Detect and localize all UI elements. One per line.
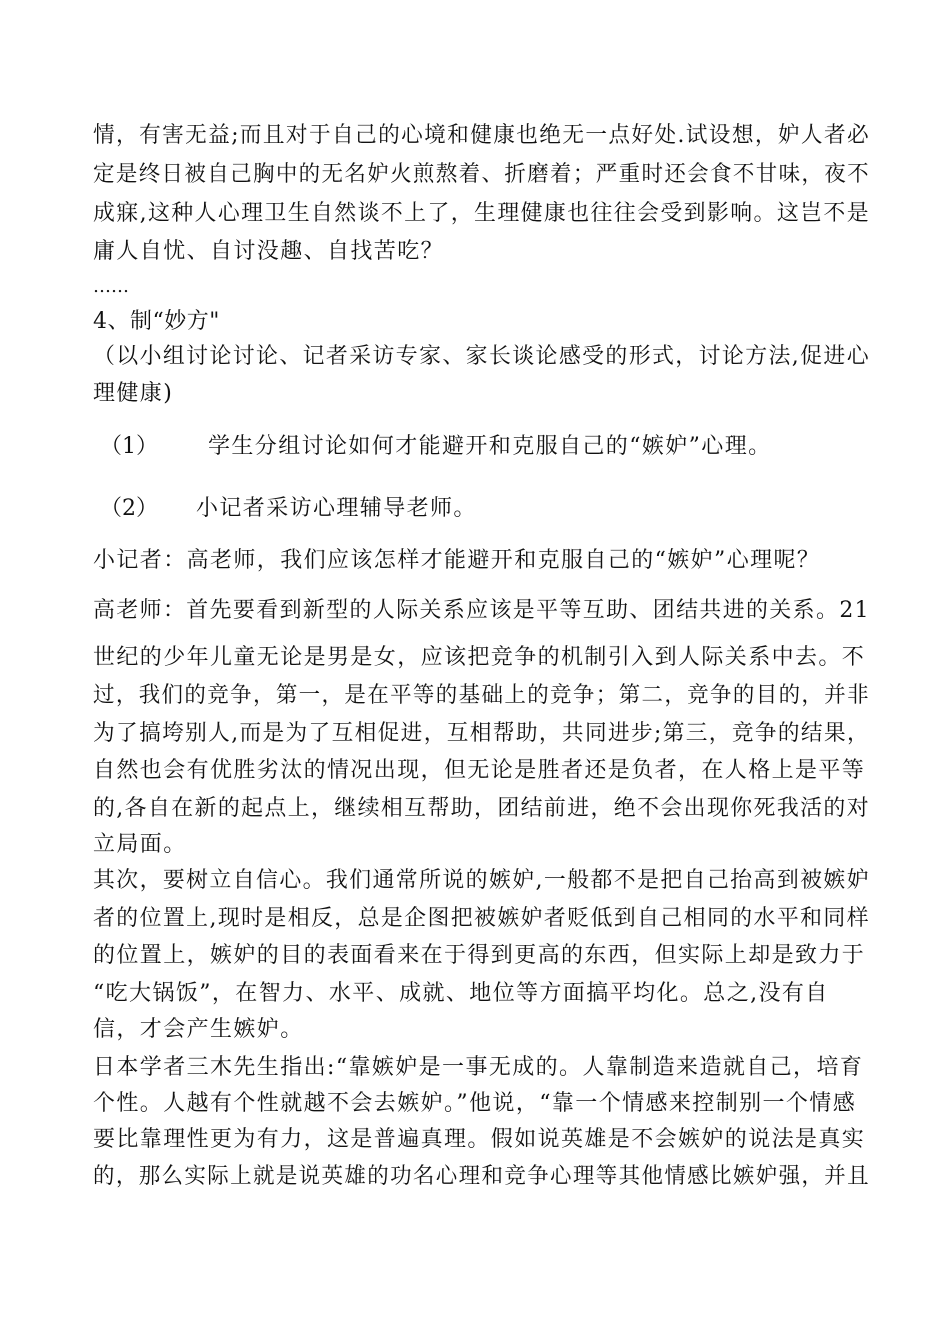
paragraph-line: 成寐,这种人心理卫生自然谈不上了，生理健康也往往会受到影响。这岂不是 bbox=[93, 201, 871, 226]
teacher-answer-line: 高老师：首先要看到新型的人际关系应该是平等互助、团结共进的关系。21 bbox=[93, 598, 871, 623]
reporter-question: 小记者：高老师，我们应该怎样才能避开和克服自己的“嫉妒”心理呢？ bbox=[93, 548, 821, 573]
teacher-answer-line: 过，我们的竞争，第一，是在平等的基础上的竞争；第二，竞争的目的，并非 bbox=[93, 683, 870, 708]
section-note-line: （以小组讨论讨论、记者采访专家、家长谈论感受的形式，讨论方法,促进心 bbox=[93, 344, 871, 369]
teacher-answer-line: 自然也会有优胜劣汰的情况出现，但无论是胜者还是负者，在人格上是平等 bbox=[93, 758, 866, 783]
paragraph-line: “吃大锅饭”，在智力、水平、成就、地位等方面搞平均化。总之,没有自 bbox=[93, 981, 829, 1006]
paragraph-line: 要比靠理性更为有力，这是普遍真理。假如说英雄是不会嫉妒的说法是真实 bbox=[93, 1127, 866, 1152]
paragraph-line: 庸人自忧、自讨没趣、自找苦吃？ bbox=[93, 239, 445, 264]
paragraph-line: 其次，要树立自信心。我们通常所说的嫉妒,一般都不是把自己抬高到被嫉妒 bbox=[93, 868, 871, 893]
section-heading: 4、制“妙方" bbox=[93, 309, 220, 334]
teacher-answer-line: 世纪的少年儿童无论是男是女，应该把竞争的机制引入到人际关系中去。不 bbox=[93, 645, 866, 670]
paragraph-line: 信，才会产生嫉妒。 bbox=[93, 1017, 304, 1042]
list-item-number: （2） bbox=[100, 496, 158, 521]
paragraph-line: 者的位置上,现时是相反，总是企图把被嫉妒者贬低到自己相同的水平和同样 bbox=[93, 906, 871, 931]
teacher-answer-line: 立局面。 bbox=[93, 832, 187, 857]
section-note-line: 理健康) bbox=[93, 381, 174, 406]
teacher-answer-line: 的,各自在新的起点上，继续相互帮助，团结前进，绝不会出现你死我活的对 bbox=[93, 796, 871, 821]
paragraph-line: 情，有害无益;而且对于自己的心境和健康也绝无一点好处.试设想，妒人者必 bbox=[93, 123, 871, 148]
paragraph-line: 的，那么实际上就是说英雄的功名心理和竞争心理等其他情感比嫉妒强，并且 bbox=[93, 1164, 870, 1189]
paragraph-line: 的位置上，嫉妒的目的表面看来在于得到更高的东西，但实际上却是致力于 bbox=[93, 943, 866, 968]
teacher-answer-line: 为了搞垮别人,而是为了互相促进，互相帮助，共同进步;第三，竞争的结果， bbox=[93, 721, 871, 746]
paragraph-line: 个性。人越有个性就越不会去嫉妒。”他说，“靠一个情感来控制别一个情感 bbox=[93, 1091, 857, 1116]
paragraph-line: 定是终日被自己胸中的无名妒火煎熬着、折磨着；严重时还会食不甘味，夜不 bbox=[93, 162, 870, 187]
paragraph-line: 日本学者三木先生指出:“靠嫉妒是一事无成的。人靠制造来造就自己，培育 bbox=[93, 1055, 864, 1080]
list-item-number: （1） bbox=[100, 434, 158, 459]
ellipsis: …… bbox=[93, 276, 129, 297]
list-item-text: 小记者采访心理辅导老师。 bbox=[196, 496, 477, 521]
list-item-text: 学生分组讨论如何才能避开和克服自己的“嫉妒”心理。 bbox=[208, 434, 772, 459]
